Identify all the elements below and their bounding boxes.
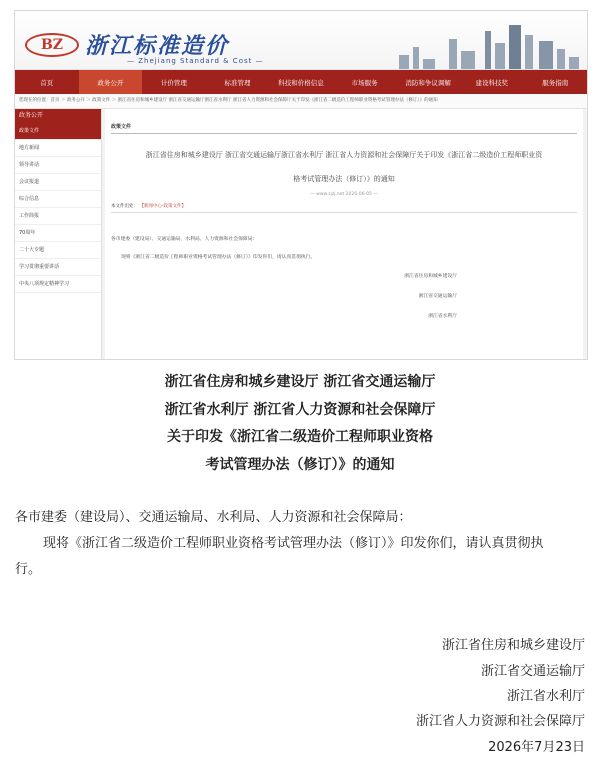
site-logo-title[interactable]: 浙江标准造价 xyxy=(85,33,230,59)
skyline-graphic xyxy=(389,21,579,69)
sidebar-item-local-news[interactable]: 地方新闻 xyxy=(15,140,101,157)
article-title-line2: 格考试管理办法（修订）》的通知 xyxy=(293,175,395,183)
sidebar-item-speeches[interactable]: 领导讲话 xyxy=(15,157,101,174)
sidebar-item-general[interactable]: 综合信息 xyxy=(15,191,101,208)
article-meta: — www.zjzj.net 2026-06-05 — xyxy=(310,192,378,197)
nav-item-guide[interactable]: 服务指南 xyxy=(542,78,569,87)
article-sig-3: 浙江省水利厅 xyxy=(428,314,457,319)
sidebar xyxy=(15,109,102,359)
nav-item-pricing[interactable]: 计价管理 xyxy=(160,78,187,87)
doc-body-line-1: 现将《浙江省二级造价工程师职业资格考试管理办法（修订）》印发你们，请认真贯彻执 xyxy=(43,536,544,551)
sidebar-item-20th-congress[interactable]: 二十大专题 xyxy=(15,242,101,259)
sidebar-item-study-speech[interactable]: 学习贯彻重要讲话 xyxy=(15,259,101,276)
site-logo-subtitle: — Zhejiang Standard & Cost — xyxy=(127,57,264,65)
doc-signatory-1: 浙江省住房和城乡建设厅 xyxy=(441,638,585,653)
doc-title-line-4: 考试管理办法（修订）》的通知 xyxy=(205,457,395,473)
article-title-line1: 浙江省住房和城乡建设厅 浙江省交通运输厅浙江省水利厅 浙江省人力资源和社会保障厅关于印发《浙江省二级造价工程师职业资 xyxy=(145,151,543,159)
doc-date: 2026年7月23日 xyxy=(488,740,585,755)
doc-title-line-3: 关于印发《浙江省二级造价工程师职业资格 xyxy=(167,429,433,445)
article-section-title: 政策文件 xyxy=(111,113,577,134)
article-source-link[interactable]: 【新闻中心-政策文件】 xyxy=(139,204,187,209)
breadcrumb: 您现在的位置：首页 ＞ 政务公开 ＞ 政策文件 ＞ 浙江省住房和城乡建设厅 浙江省交通运输厅浙江省水利厅 浙江省人力资源和社会保障厅关于印发《浙江省二级造价工程师职业资格考试管理办法（修订）》的通知 xyxy=(15,94,587,109)
sidebar-item-70-years[interactable]: 70周年 xyxy=(15,225,101,242)
nav-item-award[interactable]: 建设科技奖 xyxy=(475,78,508,87)
doc-signatory-3: 浙江省水利厅 xyxy=(506,689,585,704)
site-banner xyxy=(15,11,587,70)
article-panel xyxy=(105,109,583,359)
website-screenshot xyxy=(14,10,588,360)
article-salutation: 各市建委（建设局）、交通运输局、水利局、人力资源和社会保障局： xyxy=(111,237,258,242)
article-source-label: 本文件出处： xyxy=(111,204,138,209)
sidebar-item-policy[interactable]: 政策文件 xyxy=(15,123,101,140)
nav-item-public-affairs[interactable]: 政务公开 xyxy=(79,70,143,94)
sidebar-item-eight-rules[interactable]: 中央八项规定精神学习 xyxy=(15,276,101,293)
doc-signatory-4: 浙江省人力资源和社会保障厅 xyxy=(415,714,585,729)
nav-item-standards[interactable]: 标准管理 xyxy=(224,78,251,87)
site-logo-badge[interactable]: BZ xyxy=(25,33,79,57)
doc-salutation: 各市建委（建设局）、交通运输局、水利局、人力资源和社会保障局： xyxy=(15,510,412,525)
nav-item-market[interactable]: 市场服务 xyxy=(351,78,378,87)
doc-body-line-2: 行。 xyxy=(15,562,42,577)
nav-item-tech-price[interactable]: 科技和价格信息 xyxy=(278,78,324,87)
sidebar-item-meetings[interactable]: 会议报道 xyxy=(15,174,101,191)
nav-item-home[interactable]: 首页 xyxy=(40,78,54,87)
sidebar-header: 政务公开 xyxy=(15,109,101,123)
sidebar-item-briefing[interactable]: 工作简报 xyxy=(15,208,101,225)
doc-title-line-1: 浙江省住房和城乡建设厅 浙江省交通运输厅 xyxy=(164,374,436,390)
article-source xyxy=(111,203,577,213)
main-nav xyxy=(15,70,587,94)
nav-item-mediation[interactable]: 消防和争议调解 xyxy=(405,78,451,87)
article-sig-2: 浙江省交通运输厅 xyxy=(418,294,457,299)
doc-signatory-2: 浙江省交通运输厅 xyxy=(480,664,585,679)
article-sig-1: 浙江省住房和城乡建设厅 xyxy=(404,274,457,279)
article-body: 现将《浙江省二级造价工程师职业资格考试管理办法（修订）》印发你们，请认真贯彻执行。 xyxy=(121,255,316,260)
doc-title-line-2: 浙江省水利厅 浙江省人力资源和社会保障厅 xyxy=(164,402,436,418)
